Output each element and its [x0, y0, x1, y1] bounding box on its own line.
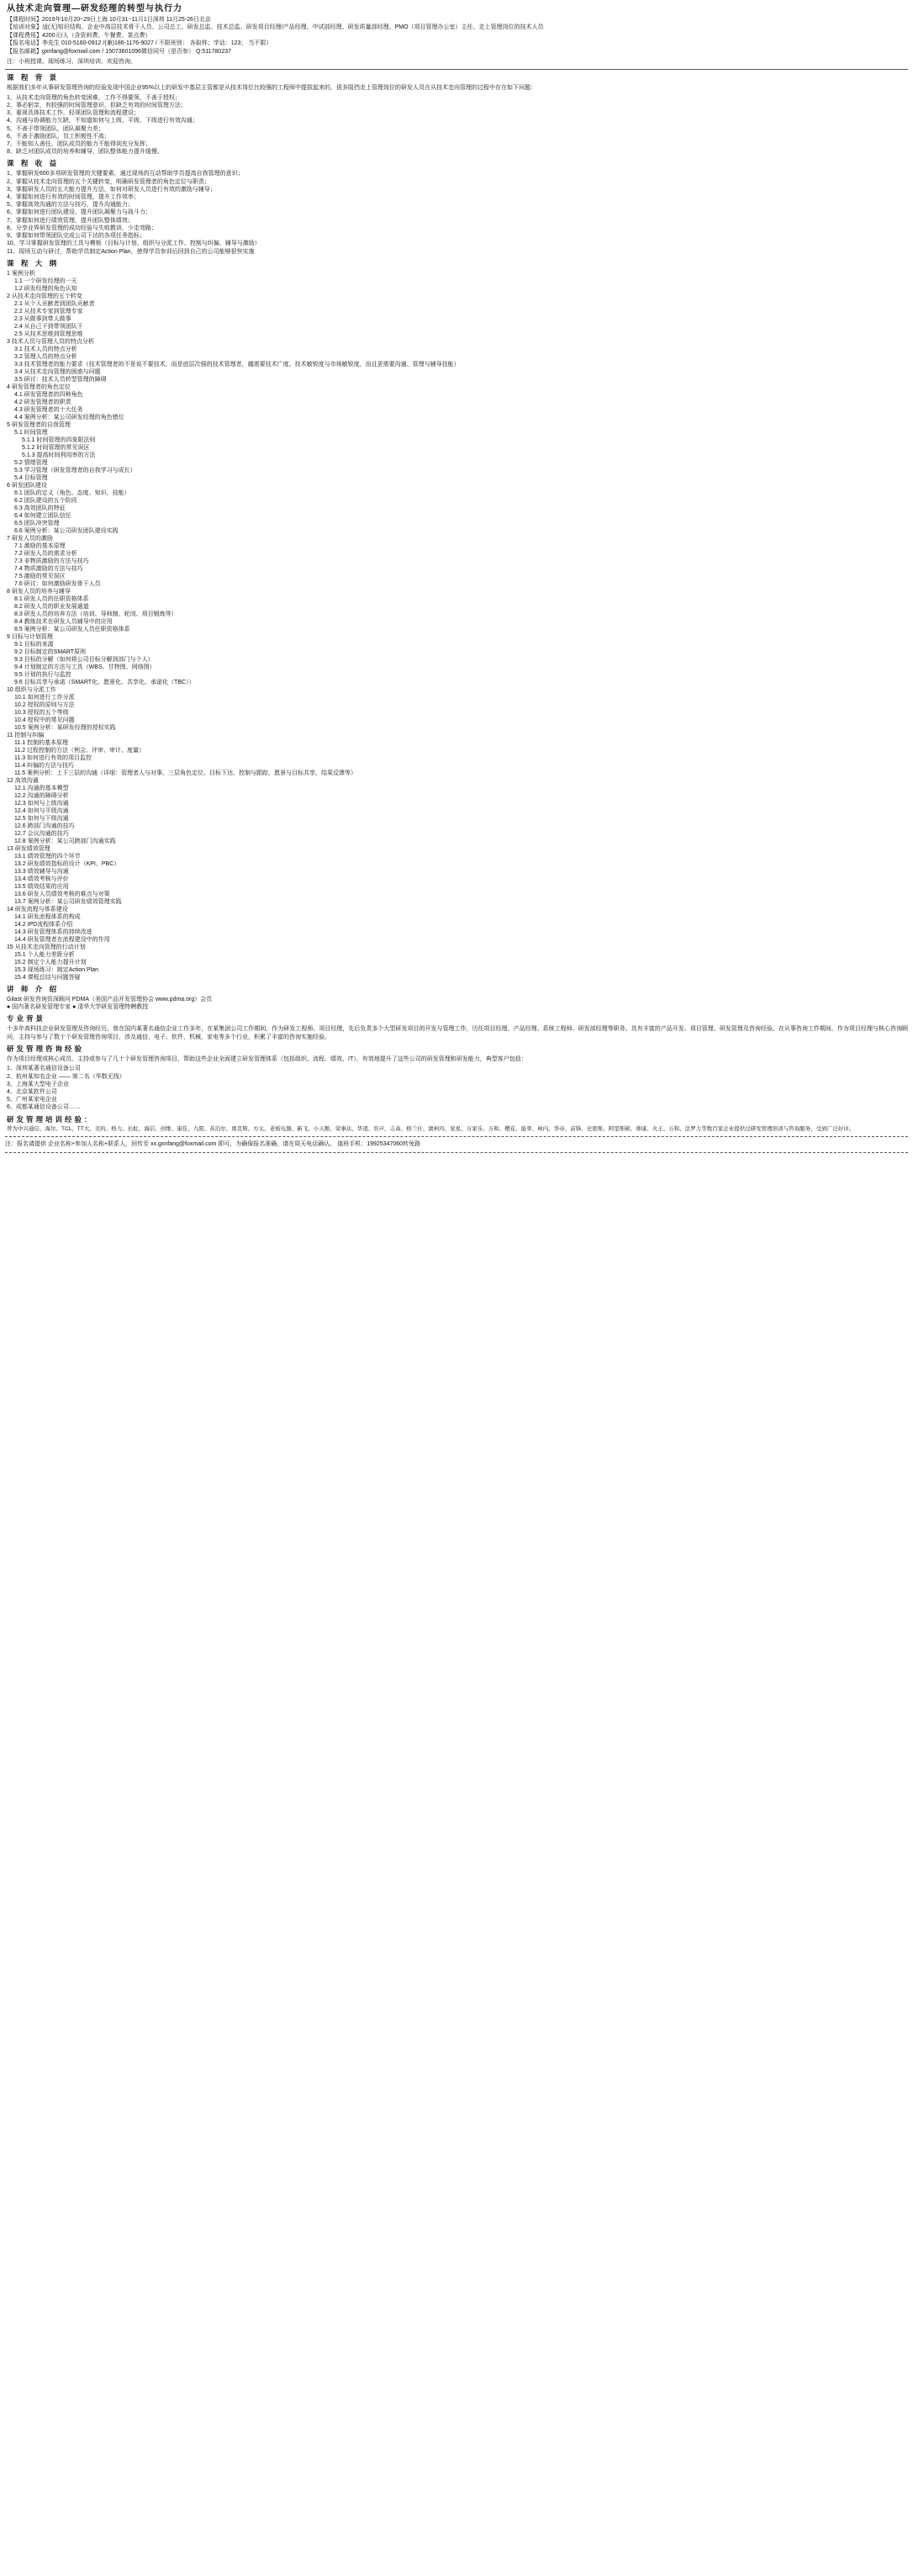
section-heading-professional: 专业背景 — [7, 1014, 46, 1024]
background-item-1: 1、从技术走向管理的角色转变困难，工作不得要领，不善于授权； — [7, 94, 181, 101]
client-item-6: 6、成都某通信设备公司…… — [7, 1104, 81, 1111]
section-heading-outline: 课 程 大 纲 — [7, 258, 60, 267]
meta-line-3: 【报名电话】李先生 010-5160-0912 /(兼)186-1176-9027 / 不限班别： 各取样；学话：123； 当不限） — [7, 40, 272, 47]
divider-footer-bottom — [5, 1152, 908, 1153]
outline-item: 14.2 IPD流程体系介绍 — [14, 921, 73, 928]
outline-item: 13.5 绩效结果的应用 — [14, 883, 69, 890]
outline-item: 13 研发绩效管理 — [7, 845, 50, 852]
meta-line-2: 【课程费用】4200元/人（含资料费、午餐费、茶点费） — [7, 32, 151, 39]
outline-item: 6.1 团队的定义（角色、态度、知识、技能） — [14, 489, 130, 496]
outline-item: 8 研发人员的培养与辅导 — [7, 588, 71, 595]
benefit-item-1: 1、掌握研发600多项研发管理的关键要素，通过现场的互动帮助学员提高自我管理的意识； — [7, 171, 244, 177]
background-item-3: 3、重视具体技术工作，轻视团队管理和流程建设； — [7, 110, 140, 117]
meta-line-1: 【培训对象】适(无)知识结构、企业中高层技术骨干人员、公司总工、研发总监、技术总监、研发项目经理/产品经理、中试部经理、研发质量部经理、PMO（项目管理办公室）主任、走上管理岗位的技术人员 — [7, 24, 544, 31]
consulting-para: 作为项目经理或核心成员，主持或参与了几十个研发管理咨询项目，帮助这些企业全面建立研发管理体系（包括组织、流程、绩效、IT），有效地提升了这些公司的研发管理和研发能力，典型客户包括： — [7, 1055, 527, 1062]
benefit-item-10: 10、学习掌握研发管理的工具与模板（目标与计划、组织与分派工作、控制与纠偏、辅导与激励） — [7, 241, 261, 247]
outline-item: 12 高效沟通 — [7, 777, 39, 784]
outline-item: 4.3 研发管理者的十大任务 — [14, 406, 83, 413]
outline-item: 13.3 绩效辅导与沟通 — [14, 868, 69, 875]
outline-item: 5.3 学习管理（研发管理者的自我学习与成长） — [14, 467, 136, 473]
outline-item: 1.2 研发经理的角色认知 — [14, 285, 77, 292]
outline-item: 2.5 从技术思维到管理思维 — [14, 331, 83, 337]
professional-para: 十多年高科技企业研发管理及咨询经历，曾在国内某著名通信企业工作多年，在某集团公司工作期间，作为研发工程师、项目经理，先后负责多个大型研发项目的开发与管理工作，历任项目经理、产品经理、系统工程师、研发部经理等职务。具有丰富的产品开发、项目管理、研发管理及咨询经验。在从事咨询工作期间，作为项目经理与核心咨询顾问，主持与参与了数十个研发管理咨询项目，涉及通信、电子、软件、机械、家电等多个行业，积累了丰富的咨询实施经验。 — [7, 1026, 908, 1040]
outline-item: 15.3 现场练习：制定Action Plan — [14, 966, 98, 973]
outline-item: 3.2 管理人员的特点分析 — [14, 353, 77, 360]
outline-item: 10 组织与分派工作 — [7, 686, 56, 693]
outline-item: 6.3 高效团队的特征 — [14, 505, 66, 511]
outline-item: 7.6 研讨：如何激励研发骨干人员 — [14, 580, 101, 587]
outline-item: 10.5 案例分析：某研发经理的授权实践 — [14, 724, 116, 731]
outline-item: 11.4 纠偏的方法与技巧 — [14, 762, 75, 769]
benefit-item-3: 3、掌握研发人员的五大能力提升方法，如何对研发人员进行有效的激励与辅导； — [7, 186, 216, 193]
outline-item: 10.1 如何进行工作分派 — [14, 694, 75, 701]
outline-item: 6.4 如何建立团队信任 — [14, 512, 71, 519]
outline-item: 8.2 研发人员的职业发展通道 — [14, 603, 89, 610]
outline-item: 4.1 研发管理者的四种角色 — [14, 391, 83, 398]
section-benefits-body — [7, 170, 908, 255]
background-item-2: 2、事必躬亲，有较强的时间管理意识，但缺乏有效的时间管理方法； — [7, 103, 187, 109]
instructor-line-0: Gilast 研发咨询资深顾问 PDMA（美国产品开发管理协会 www.pdma.org）会员 — [7, 996, 213, 1002]
section-heading-training: 研发管理培训经验： — [7, 1114, 94, 1124]
outline-item: 9.4 计划制定的方法与工具（WBS、甘特图、网络图） — [14, 664, 156, 670]
outline-item: 5.1.2 时间管理的常见误区 — [22, 444, 90, 451]
section-heading-instructor: 讲 师 介 绍 — [7, 984, 60, 993]
outline-item: 9.3 目标的分解（如何将公司目标分解到部门与个人） — [14, 656, 154, 663]
outline-item: 8.3 研发人员的培养方法（培训、导师制、轮岗、项目锻炼等） — [14, 611, 177, 617]
outline-item: 15.1 个人能力差距分析 — [14, 951, 75, 958]
outline-item: 10.3 授权的五个等级 — [14, 709, 69, 716]
outline-item: 8.4 教练技术在研发人员辅导中的应用 — [14, 618, 113, 625]
divider-footer-top — [5, 1136, 908, 1137]
client-item-4: 4、北京某软件公司 — [7, 1088, 57, 1095]
outline-item: 4.4 案例分析：某公司研发经理的角色错位 — [14, 414, 124, 421]
outline-item: 5.4 目标管理 — [14, 474, 48, 481]
section-heading-consulting: 研发管理咨询经验 — [7, 1044, 85, 1053]
section-heading-benefits: 课 程 收 益 — [7, 159, 60, 168]
outline-item: 15 从技术走向管理的行动计划 — [7, 944, 86, 950]
outline-item: 13.6 研发人员绩效考核的难点与对策 — [14, 891, 110, 897]
outline-item: 7.4 物质激励的方法与技巧 — [14, 565, 83, 572]
outline-item: 13.1 绩效管理的四个环节 — [14, 853, 81, 860]
background-item-4: 4、沟通与协调能力欠缺，不知道如何与上级、平级、下级进行有效沟通； — [7, 118, 198, 124]
instructor-line-1: ● 国内著名研发管理专家 ● 清华大学研发管理特聘教授 — [7, 1003, 149, 1010]
outline-item: 8.1 研发人员的任职资格体系 — [14, 595, 89, 602]
outline-item: 14 研发流程与体系建设 — [7, 906, 68, 912]
outline-item: 1 案例分析 — [7, 270, 35, 277]
benefit-item-4: 4、掌握如何进行有效的时间管理，提升工作效率； — [7, 194, 140, 201]
client-item-2: 2、杭州某知名企业 —— 第二名（华数无线） — [7, 1073, 125, 1080]
outline-item: 14.1 研发流程体系的构成 — [14, 913, 81, 920]
outline-item: 10.4 授权中的常见问题 — [14, 717, 75, 723]
outline-item: 12.8 案例分析：某公司跨部门沟通实践 — [14, 838, 116, 844]
outline-item: 2.1 从个人贡献者到团队贡献者 — [14, 300, 95, 307]
outline-item: 6.6 案例分析：某公司研发团队建设实践 — [14, 527, 119, 534]
benefit-item-6: 6、掌握如何进行团队建设，提升团队凝聚力与战斗力； — [7, 209, 151, 216]
outline-item: 15.4 课程总结与问题答疑 — [14, 974, 81, 981]
consulting-client-list — [7, 1065, 908, 1111]
outline-item: 11.5 案例分析：上下三层的沟通（详细：管理者人与对事，三层角色定位、目标下达，控制与跟踪，愿景与目标共享，结果反馈等） — [14, 770, 357, 776]
document-page — [0, 0, 913, 1161]
outline-item: 2.2 从技术专家到管理专家 — [14, 308, 83, 315]
client-item-3: 3、上海某大型电子企业 — [7, 1081, 69, 1087]
outline-item: 11.3 如何进行有效的项目监控 — [14, 754, 92, 761]
meta-line-4: 【报名邮箱】gxnfang@foxmail.com / 15073601096微信同号（是否参） Q:511780237 — [7, 48, 231, 55]
outline-item: 6.2 团队建设的五个阶段 — [14, 497, 77, 504]
outline-item: 5 研发管理者的自我管理 — [7, 421, 71, 428]
outline-item: 15.2 制定个人能力提升计划 — [14, 959, 87, 965]
section-heading-background: 课 程 背 景 — [7, 73, 60, 82]
outline-item: 7.3 非物质激励的方法与技巧 — [14, 558, 89, 564]
outline-item: 4.2 研发管理者的职责 — [14, 399, 71, 405]
background-para-0: 根据我们多年从事研发管理咨询的经验发现中国企业95%以上的研发中基层主管都是从技术岗位比较强的工程师中提拔起来的，很多阻挡走上管理岗位的研发人员在从技术走向管理的过程中存在如下问题： — [7, 85, 537, 92]
outline-item: 7 研发人员的激励 — [7, 535, 53, 542]
outline-item: 9.6 目标共享与承诺（SMART化、愿景化、共享化、承诺化（TBC）） — [14, 679, 195, 685]
benefit-item-9: 9、掌握如何带领团队完成公司下达的各项任务指标； — [7, 233, 145, 240]
outline-item: 12.1 沟通的基本模型 — [14, 785, 69, 791]
outline-item: 6.5 团队冲突管理 — [14, 520, 60, 526]
outline-item: 7.1 激励的基本原理 — [14, 542, 66, 549]
outline-item: 11 控制与纠偏 — [7, 732, 45, 738]
outline-item: 11.2 过程控制的方法（例会、评审、审计、度量） — [14, 747, 145, 754]
registration-note: 注：小班授课、现场练习、深圳培训，欢迎咨询。 — [7, 59, 136, 66]
page-title: 从技术走向管理—研发经理的转型与执行力 — [7, 4, 182, 13]
outline-item: 5.1 时间管理 — [14, 429, 48, 436]
benefit-item-7: 7、掌握如何进行绩效管理，提升团队整体绩效； — [7, 217, 134, 224]
background-item-8: 8、缺乏对团队成员的培养和辅导，团队整体能力提升缓慢。 — [7, 149, 163, 156]
outline-item: 12.6 跨部门沟通的技巧 — [14, 823, 75, 829]
outline-item: 2 从技术走向管理的五个转变 — [7, 293, 82, 299]
outline-item: 12.5 如何与下级沟通 — [14, 815, 69, 822]
outline-item: 7.5 激励的常见误区 — [14, 573, 66, 579]
outline-item: 8.5 案例分析：某公司研发人员任职资格体系 — [14, 626, 130, 632]
outline-item: 5.2 情绪管理 — [14, 459, 48, 466]
outline-item: 5.1.1 时间管理的四象限法则 — [22, 436, 96, 443]
outline-item: 9.1 目标的来源 — [14, 641, 54, 648]
outline-item: 13.2 研发绩效指标的设计（KPI、PBC） — [14, 860, 120, 867]
section-background-body — [5, 84, 908, 156]
outline-item: 12.7 会议沟通的技巧 — [14, 830, 69, 837]
client-item-1: 1、深圳某著名通信设备公司 — [7, 1066, 81, 1072]
benefit-item-2: 2、掌握从技术走向管理的五个关键转变，明确研发管理者的角色定位与职责； — [7, 178, 210, 185]
outline-item: 3.3 技术管理者的能力要求（技术管理者的不是说不要技术，而是底层次强的技术管理者，越需要技术广度、技术敏锐度与市场敏锐度，而且更需要沟通、管理与辅导技能） — [14, 361, 460, 368]
section-instructor-body — [7, 996, 908, 1011]
outline-item: 14.4 研发管理者在流程建设中的作用 — [14, 936, 110, 943]
client-item-5: 5、广州某家电企业 — [7, 1097, 57, 1103]
background-item-5: 5、不善于带领团队，团队凝聚力差； — [7, 125, 104, 132]
outline-item: 3 技术人员与管理人员的特点分析 — [7, 338, 94, 345]
outline-item: 9 目标与计划管理 — [7, 633, 53, 640]
outline-item: 11.1 控制的基本原理 — [14, 739, 69, 746]
meta-line-0: 【课程时间】2019年10月20~29日上海 10月31~11月1日深圳 11月25-26日北京 — [7, 17, 211, 23]
outline-item: 12.2 沟通的障碍分析 — [14, 792, 69, 799]
outline-item: 13.7 案例分析：某公司研发绩效管理实践 — [14, 898, 122, 905]
benefit-item-5: 5、掌握高效沟通的方法与技巧，提升沟通能力； — [7, 202, 134, 209]
course-outline — [7, 270, 908, 981]
outline-item: 14.3 研发管理体系的持续改进 — [14, 928, 92, 935]
outline-item: 6 研发团队建设 — [7, 482, 47, 489]
outline-item: 2.3 从做事到带人做事 — [14, 315, 71, 322]
outline-item: 13.4 绩效考核与评价 — [14, 875, 69, 882]
outline-item: 3.1 技术人员的特点分析 — [14, 346, 77, 352]
outline-item: 2.4 从自己干到带领团队干 — [14, 323, 83, 330]
outline-item: 9.2 目标制定的SMART原则 — [14, 648, 87, 655]
background-item-6: 6、不善于激励团队，员工积极性不高； — [7, 133, 110, 140]
course-meta-block — [7, 16, 908, 56]
outline-item: 7.2 研发人员的需求分析 — [14, 550, 77, 557]
outline-item: 4 研发管理者的角色定位 — [7, 383, 71, 390]
outline-item: 10.2 授权的原则与方法 — [14, 701, 75, 708]
outline-item: 12.4 如何与平级沟通 — [14, 807, 69, 814]
outline-item: 5.1.3 提高时间利用率的方法 — [22, 452, 96, 458]
footer-note: 注：报名请提供 企业名称+参加人名称+联系人，回传至 xx.gxnfang@foxmail.com 即可，为确保报名准确，请在周天电话确认。 值班手机：19925347060转免路 — [5, 1141, 421, 1148]
outline-item: 3.5 研讨：技术人员转型管理的障碍 — [14, 376, 107, 383]
outline-item: 3.4 从技术走向管理的困惑与问题 — [14, 368, 101, 375]
benefit-item-8: 8、分享业界研发管理的成功经验与失败教训，少走弯路； — [7, 225, 157, 231]
training-para: 曾为中兴通信、海尔、TCL、TT大、美的、格力、长虹、海信、创维、康佳、九阳、苏泊尔、奥克斯、方太、老板电器、新飞、小天鹅、荣事达、华凌、容声、志高、格兰仕、澳柯玛、星星、万家乐、万和、樱花、能率、林内、华帝、前锋、史密斯、阿里斯顿、帅康、火王、万和、法罗力等数百家企业提供过研发管理培训与咨询服务，受到广泛好评。 — [7, 1125, 855, 1132]
outline-item: 9.5 计划的执行与监控 — [14, 671, 71, 678]
background-list — [7, 94, 908, 156]
benefit-item-11: 11、现场互动与研讨，帮助学员制定Action Plan，使得学员参训后回到自己的公司能够很快实施 — [7, 248, 255, 255]
background-item-7: 7、不能知人善任，团队成员的能力不能得到充分发挥； — [7, 141, 151, 148]
divider-top — [5, 69, 908, 70]
outline-item: 12.3 如何与上级沟通 — [14, 800, 69, 807]
outline-item: 1.1 一个研发经理的一天 — [14, 278, 77, 284]
